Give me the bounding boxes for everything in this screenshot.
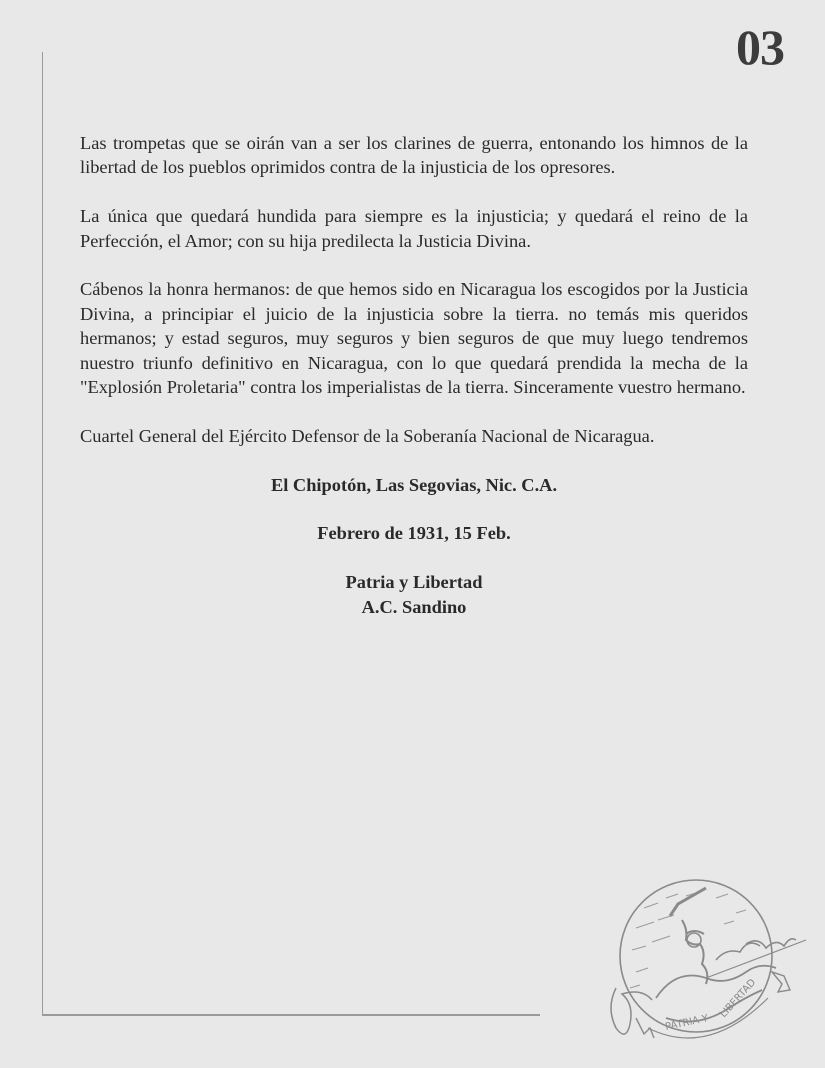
paragraph-2: La única que quedará hundida para siempre es la injusticia; y quedará el reino de la Perfección, el Amor; con su hija predilecta la Justicia Divina. <box>80 206 748 251</box>
date-line: Febrero de 1931, 15 Feb. <box>317 523 511 544</box>
signature-line: A.C. Sandino <box>361 596 467 617</box>
svg-text:LIBERTAD: LIBERTAD <box>718 977 759 1021</box>
paragraph-3: Cábenos la honra hermanos: de que hemos sido en Nicaragua los escogidos por la Justicia Divina, a principiar el juicio de la injusticia sobre la tierra. no temás mis queridos hermanos; y estad seguros, muy seguros y bien seguros de que muy luego tendremos nuestro triunfo definitivo en Nicaragua, con lo que quedará prendida la mecha de la "Explosión Proletaria" contra los imperialistas de la tierra. Sinceramente vuestro hermano. <box>80 279 748 398</box>
page-number: 03 <box>736 19 784 75</box>
svg-text:PATRIA Y: PATRIA Y <box>664 1013 710 1033</box>
motto-line: Patria y Libertad <box>345 572 483 593</box>
place-line: El Chipotón, Las Segovias, Nic. C.A. <box>270 474 558 495</box>
letter-body <box>80 131 748 619</box>
patria-y-libertad-seal-icon <box>596 868 816 1053</box>
paragraph-1: Las trompetas que se oirán van a ser los clarines de guerra, entonando los himnos de la libertad de los pueblos oprimidos contra de la injusticia de los opresores. <box>80 133 748 178</box>
left-border-rule <box>42 52 43 1015</box>
bottom-border-rule <box>42 1014 540 1016</box>
headquarters-line: Cuartel General del Ejército Defensor de la Soberanía Nacional de Nicaragua. <box>80 425 655 446</box>
